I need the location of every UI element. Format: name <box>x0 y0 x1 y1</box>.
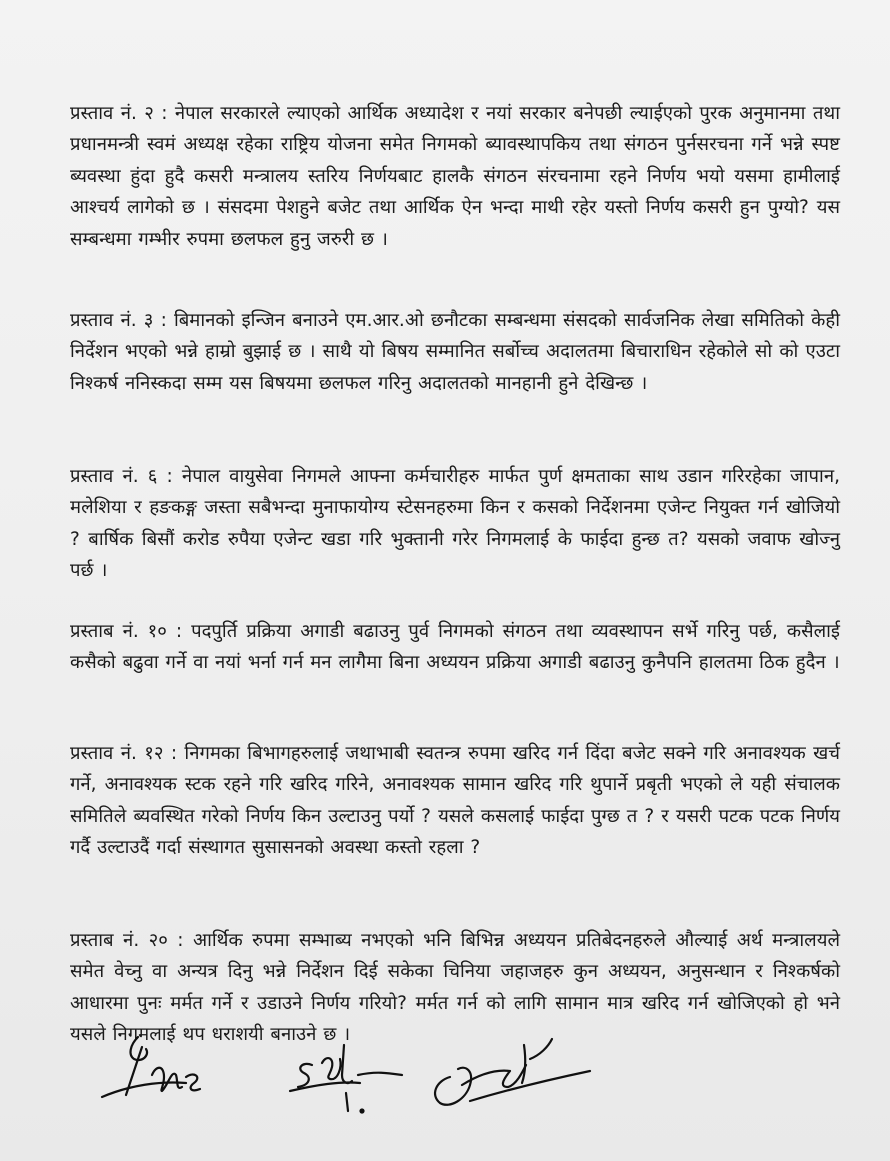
signature-3 <box>435 1039 590 1105</box>
signatures-svg <box>90 1025 610 1125</box>
signature-block <box>90 1025 610 1125</box>
proposal-3: प्रस्ताव नं. ३ : बिमानको इन्जिन बनाउने एम.आर.ओ छनौटका सम्बन्धमा संसदको सार्वजनिक लेखा समितिको केही निर्देशन भएको भन्ने हाम्रो बुझाई छ । साथै यो बिषय सम्मानित सर्बोच्च अदालतमा बिचाराधिन रहेकोले सो को एउटा निश्कर्ष ननिस्कदा सम्म यस बिषयमा छलफल गरिनु अदालतको मानहानी हुने देखिन्छ । <box>70 309 840 394</box>
signature-2 <box>290 1045 402 1113</box>
proposal-2: प्रस्ताव नं. २ : नेपाल सरकारले ल्याएको आर्थिक अध्यादेश र नयां सरकार बनेपछी ल्याईएको पुरक अनुमानमा तथा प्रधानमन्त्री स्वमं अध्यक्ष रहेका राष्ट्रिय योजना समेत निगमको ब्यावस्थापकिय तथा संगठन पुर्नसरचना गर्ने भन्ने स्पष्ट ब्यवस्था हुंदा हुदै कसरी मन्त्रालय स्तरिय निर्णयबाट हालकै संगठन संरचनामा रहने निर्णय भयो यसमा हामीलाई आश्चर्य लागेको छ । संसदमा पेशहुने बजेट तथा आर्थिक ऐन भन्दा माथी रहेर यस्तो निर्णय कसरी हुन पुग्यो? यस सम्बन्धमा गम्भीर रुपमा छलफल हुनु जरुरी छ । <box>70 102 840 250</box>
proposal-6: प्रस्ताव नं. ६ : नेपाल वायुसेवा निगमले आफ्ना कर्मचारीहरु मार्फत पुर्ण क्षमताका साथ उडान गरिरहेका जापान, मलेशिया र हङकङ्ग जस्ता सबैभन्दा मुनाफायोग्य स्टेसनहरुमा किन र कसको निर्देशनमा एजेन्ट नियुक्त गर्न खोजियो ? बार्षिक बिसौं करोड रुपैया एजेन्ट खडा गरि भुक्तानी गरेर निगमलाई के फाईदा हुन्छ त? यसको जवाफ खोज्नु पर्छ । <box>70 465 840 581</box>
proposal-10: प्रस्ताब नं. १० : पदपुर्ति प्रक्रिया अगाडी बढाउनु पुर्व निगमको संगठन तथा व्यवस्थापन सर्भे गरिनु पर्छ, कसैलाई कसैको बढुवा गर्ने वा नयां भर्ना गर्न मन लागेैमा बिना अध्ययन प्रक्रिया अगाडी बढाउनु कुनैपनि हालतमा ठिक हुदैन । <box>70 620 840 673</box>
proposal-12: प्रस्ताव नं. १२ : निगमका बिभागहरुलाई जथाभाबी स्वतन्त्र रुपमा खरिद गर्न दिंदा बजेट सक्ने गरि अनावश्यक खर्च गर्ने, अनावश्यक स्टक रहने गरि खरिद गरिने, अनावश्यक सामान खरिद गरि थुपार्ने प्रबृती भएको ले यही संचालक समितिले ब्यवस्थित गरेको निर्णय किन उल्टाउनु पर्यो ? यसले कसलाई फाईदा पुग्छ त ? र यसरी पटक पटक निर्णय गर्दै उल्टाउदैं गर्दा संस्थागत सुसासनको अवस्था कस्तो रहला ? <box>70 742 840 858</box>
signature-1 <box>102 1037 200 1097</box>
proposal-20: प्रस्ताब नं. २० : आर्थिक रुपमा सम्भाब्य नभएको भनि बिभिन्न अध्ययन प्रतिबेदनहरुले औल्याई अर्थ मन्त्रालयले समेत वेच्नु वा अन्यत्र दिनु भन्ने निर्देशन दिई सकेका चिनिया जहाजहरु कुन अध्ययन, अनुसन्धान र निश्कर्षको आधारमा पुनः मर्मत गर्ने र उडाउने निर्णय गरियो? मर्मत गर्न को लागि सामान मात्र खरिद गर्न खोजिएको हो भने यसले निगमलाई थप धराशयी बनाउने छ । <box>70 929 840 1045</box>
